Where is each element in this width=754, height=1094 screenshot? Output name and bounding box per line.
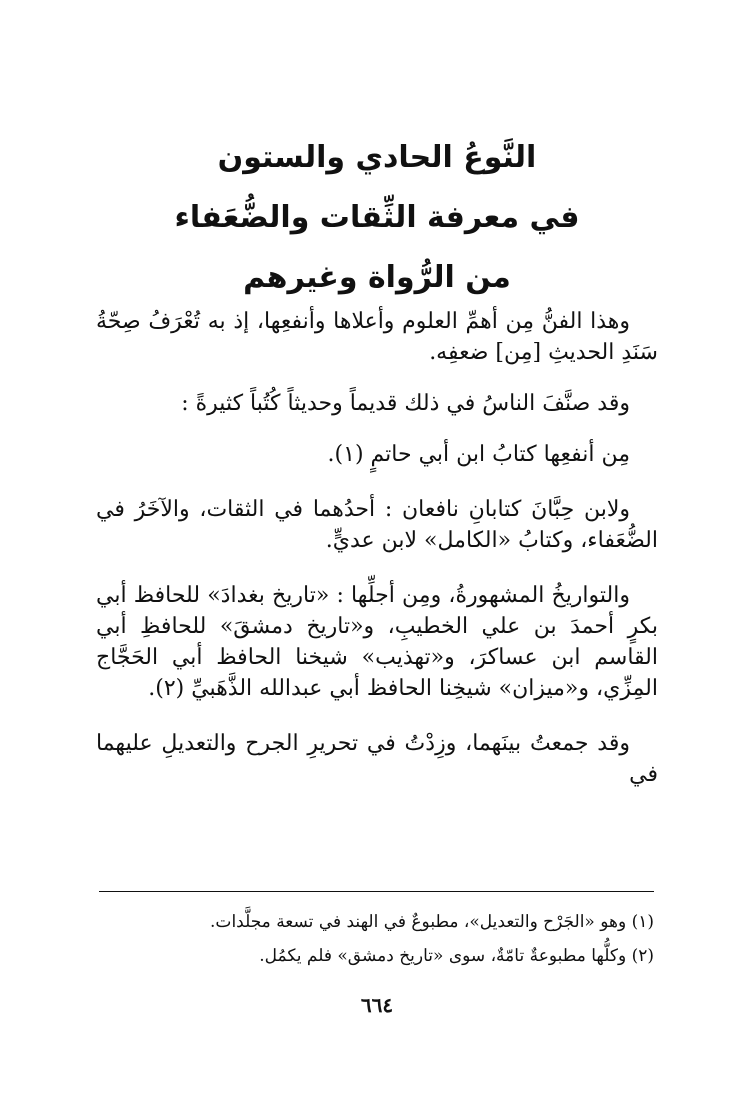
chapter-title-line-1: النَّوعُ الحادي والستون [217,140,537,175]
footnote-divider [99,891,654,892]
page-number: ٦٦٤ [360,993,394,1017]
footnote-1: (١) وهو «الجَرْح والتعديل»، مطبوعٌ في الهند في تسعة مجلَّدات. [210,912,654,932]
paragraph-4: ولابن حِبَّانَ كتابانِ نافعان : أحدُهما في الثقات، والآخَرُ في الضُّعَفاء، وكتابُ «الكامل» لابن عديٍّ. [96,497,658,553]
body-text [96,306,658,814]
footnote-2: (٢) وكلُّها مطبوعةٌ تامّةٌ، سوى «تاريخ دمشق» فلم يكمُل. [259,946,654,966]
chapter-title-line-3: من الرُّواة وغيرهم [243,260,511,295]
paragraph-6: وقد جمعتُ بينَهما، وزِدْتُ في تحريرِ الجرح والتعديلِ عليهما في [96,731,658,787]
paragraph-3: مِن أنفعِها كتابُ ابن أبي حاتمٍ (١). [327,442,630,467]
paragraph-2: وقد صنَّفَ الناسُ في ذلك قديماً وحديثاً كُتُباً كثيرةً : [181,391,630,416]
paragraph-1: وهذا الفنُّ مِن أهمِّ العلوم وأعلاها وأنفعِها، إذ به تُعْرَفُ صِحّةُ سَنَدِ الحديثِ [مِن] ضعفِه. [96,309,658,365]
chapter-title-line-2: في معرفة الثِّقات والضُّعَفاء [174,200,580,235]
paragraph-5: والتواريخُ المشهورةُ، ومِن أجلِّها : «تاريخ بغدادَ» للحافظ أبي بكرٍ أحمدَ بن علي الخطيبِ، و«تاريخ دمشقَ» للحافظِ أبي القاسم ابن عساكرَ، و«تهذيب» شيخنا الحافظ أبي الحَجَّاج المِزِّي، و«ميزان» شيخِنا الحافظ أبي عبدالله الذَّهَبيِّ (٢). [96,583,658,701]
footnotes [99,905,654,973]
chapter-heading [0,128,754,308]
